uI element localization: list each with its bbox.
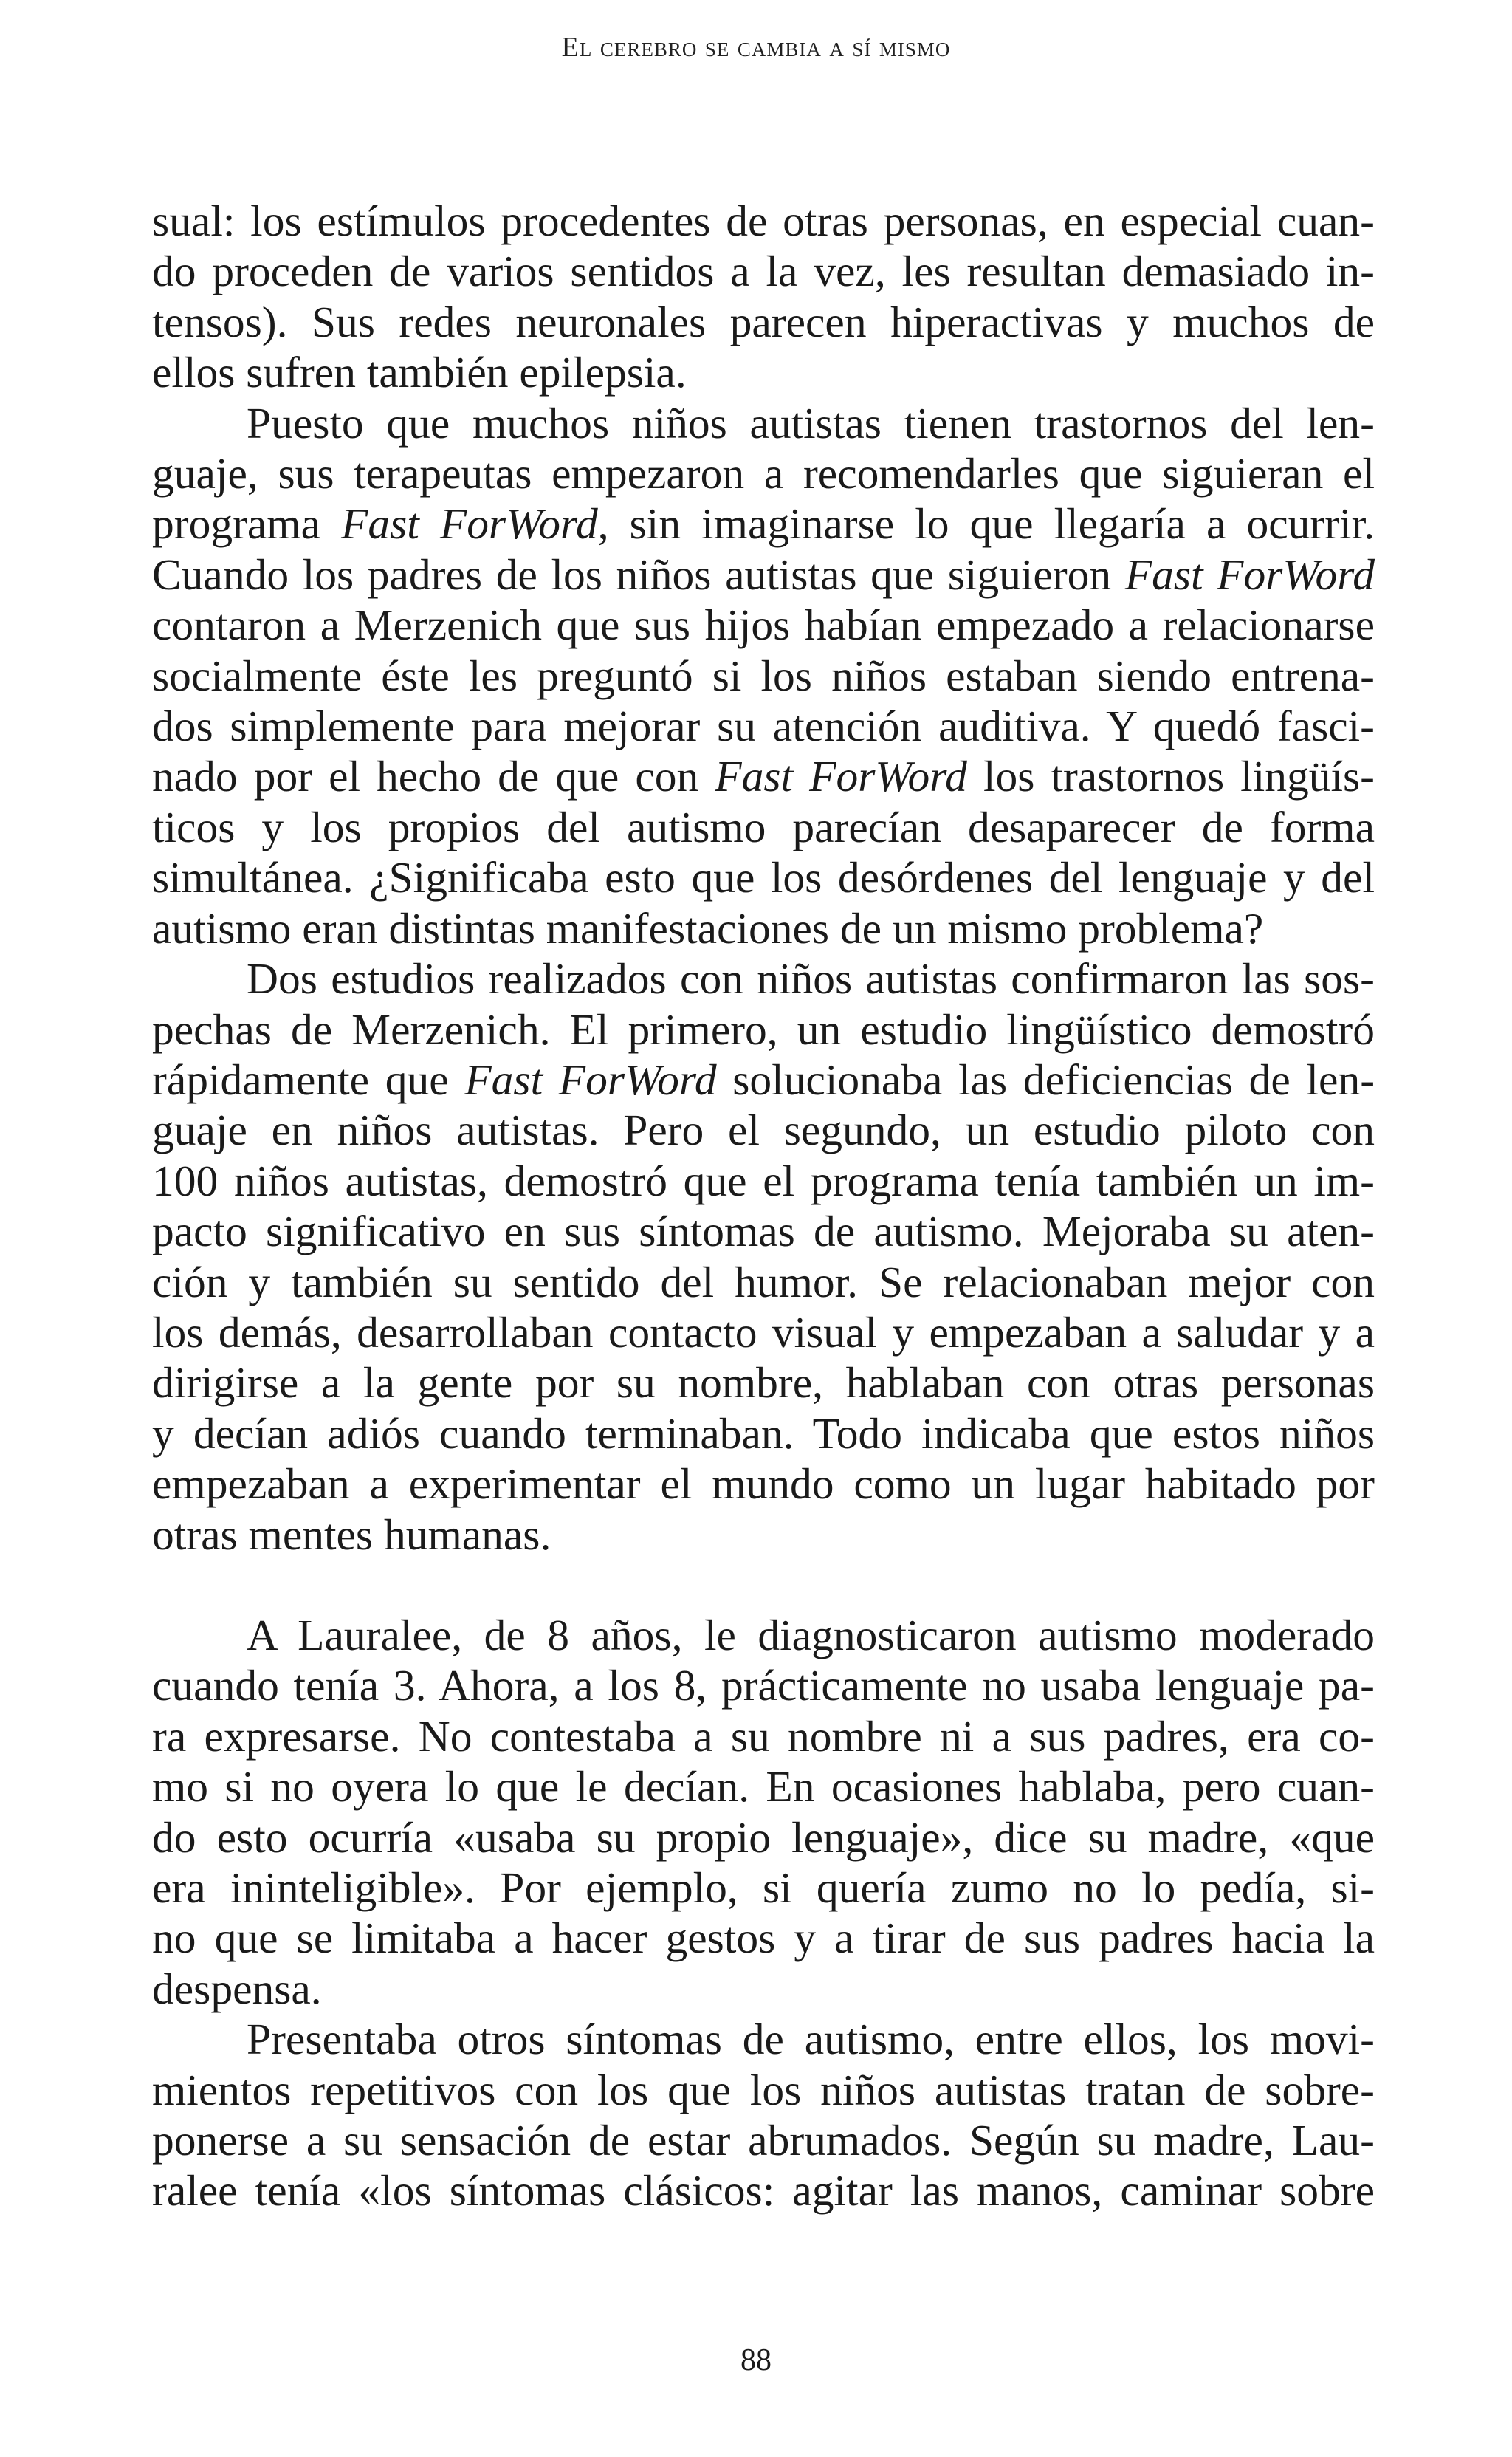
text-line	[152, 549, 1375, 600]
text-line	[152, 1812, 1375, 1863]
text-run: programa	[152, 499, 342, 549]
text-run: ra expresarse. No contestaba a su nombre ni a sus padres, era co-	[152, 1711, 1375, 1761]
text-run: despensa.	[152, 1964, 322, 2013]
text-line	[152, 701, 1375, 751]
text-run: los trastornos lingüís-	[966, 752, 1375, 801]
text-line	[152, 903, 1375, 953]
text-line	[152, 751, 1375, 801]
text-run: 100 niños autistas, demostró que el programa tenía también un im-	[152, 1156, 1375, 1205]
paragraph	[152, 953, 1375, 1560]
text-line	[152, 2065, 1375, 2115]
text-run: dirigirse a la gente por su nombre, hablaban con otras personas	[152, 1358, 1375, 1408]
text-run: y decían adiós cuando terminaban. Todo indicaba que estos niños	[152, 1408, 1375, 1458]
text-run: A Lauralee, de 8 años, le diagnosticaron autismo moderado	[247, 1610, 1375, 1659]
text-run: autismo eran distintas manifestaciones de un mismo problema?	[152, 903, 1264, 953]
text-run: guaje, sus terapeutas empezaron a recomendarles que siguieran el	[152, 449, 1375, 498]
text-run: ción y también su sentido del humor. Se relacionaban mejor con	[152, 1257, 1375, 1306]
text-line	[152, 1913, 1375, 1963]
text-line	[152, 498, 1375, 549]
paragraph	[152, 1610, 1375, 2014]
text-line	[152, 1863, 1375, 1913]
text-run: guaje en niños autistas. Pero el segundo, un estudio piloto con	[152, 1106, 1375, 1155]
text-line	[152, 1459, 1375, 1509]
text-run: simultánea. ¿Significaba esto que los desórdenes del lenguaje y del	[152, 853, 1375, 902]
text-line	[152, 1357, 1375, 1408]
text-run: cuando tenía 3. Ahora, a los 8, prácticamente no usaba lenguaje pa-	[152, 1661, 1375, 1710]
text-run: pacto significativo en sus síntomas de autismo. Mejoraba su aten-	[152, 1207, 1375, 1256]
text-line	[152, 1257, 1375, 1307]
text-run: rápidamente que	[152, 1055, 465, 1104]
text-line	[152, 1761, 1375, 1812]
text-line	[152, 1307, 1375, 1357]
text-line	[152, 651, 1375, 701]
body-text	[152, 196, 1375, 2216]
text-run: tensos). Sus redes neuronales parecen hiperactivas y muchos de	[152, 297, 1375, 346]
text-run: pechas de Merzenich. El primero, un estudio lingüístico demostró	[152, 1004, 1375, 1054]
text-line	[152, 1964, 1375, 2014]
text-run: sual: los estímulos procedentes de otras personas, en especial cuan-	[152, 196, 1375, 245]
text-run: dos simplemente para mejorar su atención auditiva. Y quedó fasci-	[152, 702, 1375, 751]
paragraph	[152, 196, 1375, 398]
text-run: los demás, desarrollaban contacto visual y empezaban a saludar y a	[152, 1307, 1375, 1357]
text-line	[152, 1206, 1375, 1256]
text-line	[152, 347, 1375, 397]
text-line	[152, 1004, 1375, 1055]
text-run: contaron a Merzenich que sus hijos habían empezado a relacionarse	[152, 600, 1375, 650]
text-run: do proceden de varios sentidos a la vez, les resultan demasiado in-	[152, 247, 1375, 296]
text-run: Dos estudios realizados con niños autistas confirmaron las sos-	[247, 954, 1375, 1004]
text-line	[152, 953, 1375, 1004]
text-line	[152, 1156, 1375, 1206]
text-line	[152, 1105, 1375, 1155]
page-number: 88	[740, 2343, 772, 2377]
text-run: , sin imaginarse lo que llegaría a ocurrir.	[597, 499, 1375, 549]
text-run: mientos repetitivos con los que los niños autistas tratan de sobre-	[152, 2065, 1375, 2114]
text-run: Presentaba otros síntomas de autismo, entre ellos, los movi-	[247, 2015, 1375, 2064]
text-line	[152, 297, 1375, 347]
text-line	[152, 1408, 1375, 1459]
text-line	[152, 196, 1375, 246]
italic-title: Fast ForWord	[715, 752, 967, 801]
text-run: no que se limitaba a hacer gestos y a tirar de sus padres hacia la	[152, 1913, 1375, 1963]
text-run: mo si no oyera lo que le decían. En ocasiones hablaba, pero cuan-	[152, 1762, 1375, 1812]
text-line	[152, 1610, 1375, 1660]
text-line	[152, 600, 1375, 650]
text-run: empezaban a experimentar el mundo como un lugar habitado por	[152, 1459, 1375, 1509]
italic-title: Fast ForWord	[464, 1055, 717, 1104]
text-run: solucionaba las deficiencias de len-	[716, 1055, 1375, 1104]
text-line	[152, 1660, 1375, 1710]
text-line	[152, 1055, 1375, 1105]
text-run: ralee tenía «los síntomas clásicos: agitar las manos, caminar sobre	[152, 2166, 1375, 2216]
text-run: ellos sufren también epilepsia.	[152, 348, 687, 397]
text-line	[152, 246, 1375, 296]
text-run: Puesto que muchos niños autistas tienen trastornos del len-	[247, 398, 1375, 448]
text-run: socialmente éste les preguntó si los niños estaban siendo entrena-	[152, 651, 1375, 700]
paragraph	[152, 2014, 1375, 2216]
text-run: nado por el hecho de que con	[152, 752, 715, 801]
italic-title: Fast ForWord	[341, 499, 598, 549]
running-head: El cerebro se cambia a sí mismo	[561, 32, 951, 63]
text-run: era ininteligible». Por ejemplo, si quería zumo no lo pedía, si-	[152, 1863, 1375, 1912]
text-line	[152, 2014, 1375, 2064]
text-line	[152, 448, 1375, 498]
text-line	[152, 852, 1375, 902]
paragraph	[152, 398, 1375, 953]
text-line	[152, 398, 1375, 448]
text-line	[152, 802, 1375, 852]
text-run: do esto ocurría «usaba su propio lenguaje», dice su madre, «que	[152, 1812, 1375, 1862]
text-run: Cuando los padres de los niños autistas que siguieron	[152, 549, 1125, 599]
text-run: otras mentes humanas.	[152, 1510, 551, 1559]
text-line	[152, 2115, 1375, 2165]
section-break	[152, 1560, 1375, 1610]
text-run: ponerse a su sensación de estar abrumados. Según su madre, Lau-	[152, 2116, 1375, 2165]
text-line	[152, 2165, 1375, 2216]
text-line	[152, 1711, 1375, 1761]
text-line	[152, 1510, 1375, 1560]
italic-title: Fast ForWord	[1124, 549, 1375, 599]
text-run: ticos y los propios del autismo parecían desaparecer de forma	[152, 802, 1375, 851]
